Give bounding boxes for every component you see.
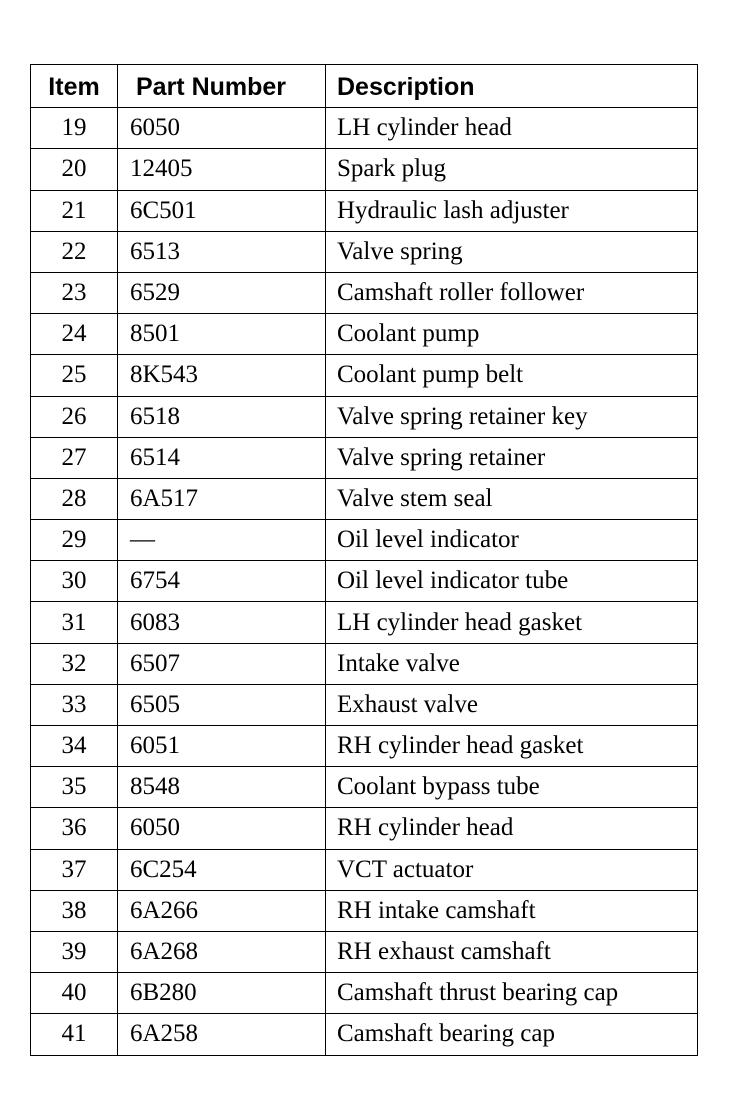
item-cell: 35 xyxy=(31,767,118,808)
parts-body xyxy=(31,108,698,1055)
description-cell: RH cylinder head xyxy=(326,808,698,849)
item-cell: 25 xyxy=(31,355,118,396)
description-cell: Coolant pump belt xyxy=(326,355,698,396)
part-number-cell: 6514 xyxy=(118,437,326,478)
description-cell: Valve stem seal xyxy=(326,478,698,519)
table-row xyxy=(31,108,698,149)
table-row xyxy=(31,396,698,437)
table-row xyxy=(31,520,698,561)
part-number-cell: 6050 xyxy=(118,808,326,849)
description-cell: Oil level indicator tube xyxy=(326,561,698,602)
part-number-cell: — xyxy=(118,520,326,561)
table-row xyxy=(31,643,698,684)
part-number-cell: 6C501 xyxy=(118,190,326,231)
header-item: Item xyxy=(31,65,118,108)
parts-table xyxy=(30,64,698,1056)
description-cell: Coolant bypass tube xyxy=(326,767,698,808)
item-cell: 39 xyxy=(31,931,118,972)
description-cell: Coolant pump xyxy=(326,314,698,355)
item-cell: 38 xyxy=(31,890,118,931)
table-row xyxy=(31,314,698,355)
table-row xyxy=(31,478,698,519)
item-cell: 41 xyxy=(31,1014,118,1055)
description-cell: Exhaust valve xyxy=(326,684,698,725)
table-row xyxy=(31,890,698,931)
part-number-cell: 6529 xyxy=(118,272,326,313)
part-number-cell: 6518 xyxy=(118,396,326,437)
item-cell: 33 xyxy=(31,684,118,725)
description-cell: RH exhaust camshaft xyxy=(326,931,698,972)
part-number-cell: 6083 xyxy=(118,602,326,643)
item-cell: 37 xyxy=(31,849,118,890)
description-cell: Valve spring retainer xyxy=(326,437,698,478)
item-cell: 32 xyxy=(31,643,118,684)
description-cell: RH intake camshaft xyxy=(326,890,698,931)
part-number-cell: 6505 xyxy=(118,684,326,725)
table-row xyxy=(31,684,698,725)
item-cell: 24 xyxy=(31,314,118,355)
description-cell: Spark plug xyxy=(326,149,698,190)
part-number-cell: 6C254 xyxy=(118,849,326,890)
item-cell: 31 xyxy=(31,602,118,643)
part-number-cell: 6513 xyxy=(118,231,326,272)
description-cell: Hydraulic lash adjuster xyxy=(326,190,698,231)
item-cell: 26 xyxy=(31,396,118,437)
part-number-cell: 12405 xyxy=(118,149,326,190)
item-cell: 29 xyxy=(31,520,118,561)
header-row xyxy=(31,65,698,108)
item-cell: 30 xyxy=(31,561,118,602)
item-cell: 22 xyxy=(31,231,118,272)
item-cell: 40 xyxy=(31,973,118,1014)
item-cell: 23 xyxy=(31,272,118,313)
part-number-cell: 6050 xyxy=(118,108,326,149)
part-number-cell: 8501 xyxy=(118,314,326,355)
description-cell: Camshaft bearing cap xyxy=(326,1014,698,1055)
description-cell: Oil level indicator xyxy=(326,520,698,561)
item-cell: 20 xyxy=(31,149,118,190)
description-cell: Intake valve xyxy=(326,643,698,684)
table-row xyxy=(31,726,698,767)
table-row xyxy=(31,602,698,643)
table-row xyxy=(31,1014,698,1055)
table-row xyxy=(31,849,698,890)
header-part-number: Part Number xyxy=(118,65,326,108)
description-cell: LH cylinder head gasket xyxy=(326,602,698,643)
description-cell: Camshaft thrust bearing cap xyxy=(326,973,698,1014)
item-cell: 28 xyxy=(31,478,118,519)
description-cell: RH cylinder head gasket xyxy=(326,726,698,767)
table-row xyxy=(31,437,698,478)
table-row xyxy=(31,931,698,972)
table-row xyxy=(31,231,698,272)
description-cell: LH cylinder head xyxy=(326,108,698,149)
header-description: Description xyxy=(326,65,698,108)
part-number-cell: 6A266 xyxy=(118,890,326,931)
part-number-cell: 6A268 xyxy=(118,931,326,972)
description-cell: Valve spring xyxy=(326,231,698,272)
description-cell: Valve spring retainer key xyxy=(326,396,698,437)
table-row xyxy=(31,355,698,396)
part-number-cell: 6507 xyxy=(118,643,326,684)
part-number-cell: 6051 xyxy=(118,726,326,767)
table-row xyxy=(31,973,698,1014)
item-cell: 34 xyxy=(31,726,118,767)
item-cell: 21 xyxy=(31,190,118,231)
item-cell: 27 xyxy=(31,437,118,478)
description-cell: Camshaft roller follower xyxy=(326,272,698,313)
table-row xyxy=(31,272,698,313)
table-row xyxy=(31,808,698,849)
table-row xyxy=(31,561,698,602)
part-number-cell: 8548 xyxy=(118,767,326,808)
table-row xyxy=(31,767,698,808)
item-cell: 19 xyxy=(31,108,118,149)
part-number-cell: 6A258 xyxy=(118,1014,326,1055)
part-number-cell: 8K543 xyxy=(118,355,326,396)
part-number-cell: 6754 xyxy=(118,561,326,602)
table-row xyxy=(31,149,698,190)
part-number-cell: 6B280 xyxy=(118,973,326,1014)
part-number-cell: 6A517 xyxy=(118,478,326,519)
table-row xyxy=(31,190,698,231)
description-cell: VCT actuator xyxy=(326,849,698,890)
item-cell: 36 xyxy=(31,808,118,849)
